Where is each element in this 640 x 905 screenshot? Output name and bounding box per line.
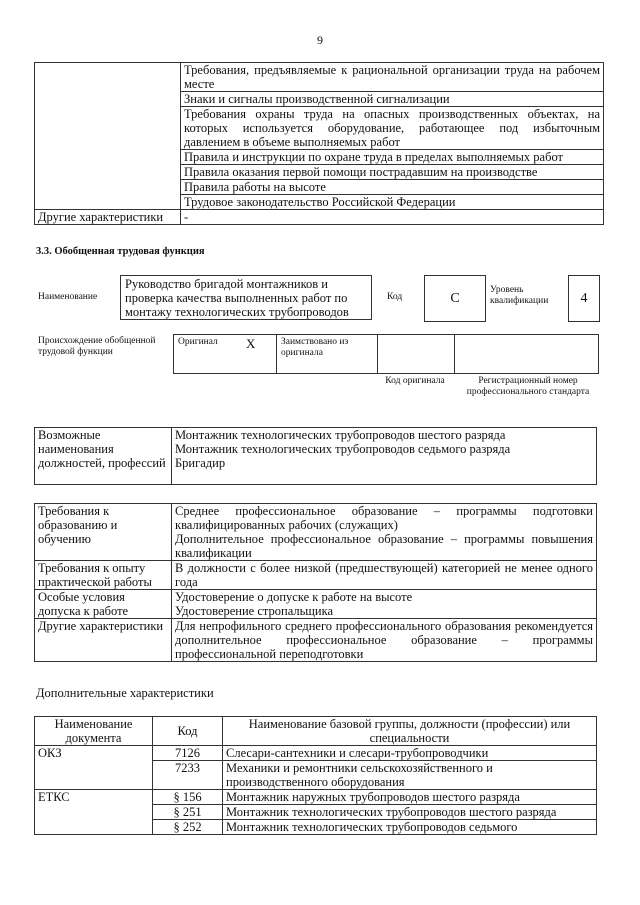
requirement-label: Особые условия допуска к работе	[35, 590, 172, 619]
table-row	[35, 210, 604, 225]
name-cell: Монтажник наружных трубопроводов шестого разряда	[223, 790, 597, 805]
position-item: Монтажник технологических трубопроводов шестого разряда	[175, 428, 506, 442]
other-characteristics-value: -	[181, 210, 604, 225]
code-cell: § 251	[153, 805, 223, 820]
knowledge-table	[34, 62, 604, 225]
origin-label: Происхождение обобщенной трудовой функции	[38, 336, 156, 357]
knowledge-item: Знаки и сигналы производственной сигнализации	[181, 92, 604, 107]
name-cell: Монтажник технологических трубопроводов седьмого	[223, 820, 597, 835]
table-row	[35, 63, 604, 92]
name-cell: Слесари-сантехники и слесари-трубопроводчики	[223, 746, 597, 761]
function-name-box	[120, 275, 372, 320]
borrowed-label: Заимствовано из оригинала	[281, 337, 349, 358]
table-row	[35, 504, 597, 561]
page-number: 9	[317, 33, 323, 47]
knowledge-item: Правила и инструкции по охране труда в пределах выполняемых работ	[181, 150, 604, 165]
origin-box	[173, 334, 599, 374]
table-row	[35, 428, 597, 485]
table-row	[35, 746, 597, 761]
table-row	[35, 619, 597, 662]
divider	[454, 335, 455, 373]
requirement-item: Удостоверение стропальщика	[175, 604, 334, 618]
name-cell: Механики и ремонтники сельскохозяйственного и производственного оборудования	[223, 761, 597, 790]
section-title: 3.3. Обобщенная трудовая функция	[36, 246, 205, 257]
original-mark: X	[246, 336, 256, 351]
knowledge-item: Требования, предъявляемые к рациональной организации труда на рабочем месте	[181, 63, 604, 92]
table-row	[35, 790, 597, 805]
code-cell: 7126	[153, 746, 223, 761]
requirement-item: Дополнительное профессиональное образование – программы повышения квалификации	[175, 532, 593, 560]
code-cell: § 252	[153, 820, 223, 835]
requirement-label: Другие характеристики	[35, 619, 172, 662]
header-code: Код	[153, 717, 223, 746]
other-characteristics-label: Другие характеристики	[35, 210, 181, 225]
knowledge-item: Требования охраны труда на опасных производственных объектах, на которых используется оборудование, работающее под избыточным давлением в объеме выполняемых работ	[181, 107, 604, 150]
position-item: Монтажник технологических трубопроводов седьмого разряда	[175, 442, 511, 456]
code-cell: 7233	[153, 761, 223, 790]
header-document: Наименование документа	[35, 717, 153, 746]
requirement-values	[172, 504, 597, 561]
requirement-label: Требования к опыту практической работы	[35, 561, 172, 590]
positions-values	[172, 428, 597, 485]
knowledge-item: Правила оказания первой помощи пострадавшим на производстве	[181, 165, 604, 180]
requirement-label: Требования к образованию и обучению	[35, 504, 172, 561]
code-label: Код	[387, 292, 403, 302]
positions-table	[34, 427, 597, 485]
doc-cell: ОКЗ	[35, 746, 153, 790]
additional-table	[34, 716, 597, 835]
name-label: Наименование	[38, 292, 98, 302]
position-item: Бригадир	[175, 456, 226, 470]
empty-label-cell	[35, 63, 181, 210]
requirement-item: Среднее профессиональное образование – программы подготовки квалифицированных рабочих (служащих)	[175, 504, 593, 532]
positions-label: Возможные наименования должностей, профессий	[35, 428, 172, 485]
level-value: 4	[568, 275, 600, 322]
divider	[377, 335, 378, 373]
requirement-item: Удостоверение о допуске к работе на высоте	[175, 590, 413, 604]
knowledge-item: Правила работы на высоте	[181, 180, 604, 195]
divider	[276, 335, 277, 373]
code-original-caption: Код оригинала	[385, 376, 445, 386]
code-value: C	[424, 275, 486, 322]
knowledge-item: Трудовое законодательство Российской Федерации	[181, 195, 604, 210]
original-label: Оригинал	[178, 337, 218, 347]
additional-title: Дополнительные характеристики	[36, 686, 214, 700]
reg-number-caption: Регистрационный номер профессионального стандарта	[466, 376, 590, 397]
code-cell: § 156	[153, 790, 223, 805]
requirement-item: Для непрофильного среднего профессионального образования рекомендуется дополнительное профессиональное образование – программы профессиональной переподготовки	[172, 619, 597, 662]
name-cell: Монтажник технологических трубопроводов шестого разряда	[223, 805, 597, 820]
table-row	[35, 561, 597, 590]
table-row	[35, 590, 597, 619]
requirement-item: В должности с более низкой (предшествующей) категорией не менее одного года	[172, 561, 597, 590]
level-label: Уровень квалификации	[490, 285, 549, 306]
function-name: Руководство бригадой монтажников и проверка качества выполненных работ по монтажу технологических трубопроводов	[125, 277, 349, 319]
table-header-row	[35, 717, 597, 746]
requirement-values	[172, 590, 597, 619]
header-name: Наименование базовой группы, должности (профессии) или специальности	[223, 717, 597, 746]
doc-cell: ЕТКС	[35, 790, 153, 835]
requirements-table	[34, 503, 597, 662]
